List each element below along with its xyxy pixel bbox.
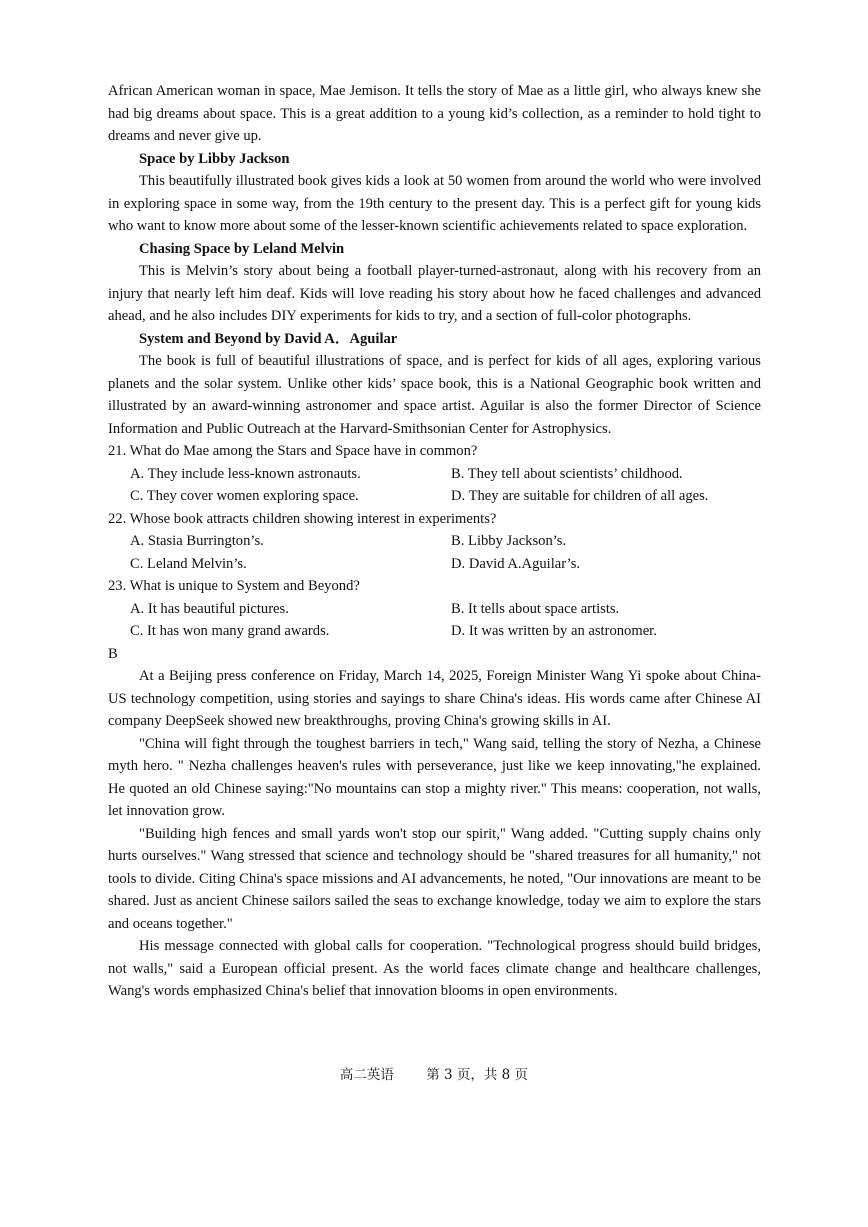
question-23-options (108, 598, 761, 643)
passage-b-paragraph-4: His message connected with global calls for cooperation. "Technological progress should build bridges, not walls," said a European official present. As the world faces climate change and healthcare challenges, Wang's words emphasized China's belief that innovation blooms in open environments. (108, 938, 761, 999)
option-21-d: D. They are suitable for children of all ages. (451, 488, 709, 504)
section-b-letter: B (108, 645, 118, 662)
book-text-system-and-beyond: The book is full of beautiful illustrations of space, and is perfect for kids of all ages, exploring various planets and the solar system. Unlike other kids’ space book, this is a National Geographic book written and illustrated by an award-winning astronomer and space artist. Aguilar is also the former Director of Science Information and Public Outreach at the Harvard-Smithsonian Center for Astrophysics. (108, 353, 761, 437)
option-21-b: B. They tell about scientists’ childhood. (451, 465, 683, 482)
option-23-d: D. It was written by an astronomer. (451, 623, 657, 639)
question-22-options (108, 530, 761, 575)
question-21-stem: 21. What do Mae among the Stars and Space have in common? (108, 443, 478, 459)
option-22-d: D. David A.Aguilar’s. (451, 555, 581, 572)
option-22-b: B. Libby Jackson’s. (451, 533, 567, 549)
page-footer (0, 1065, 868, 1085)
option-22-a: A. Stasia Burrington’s. (130, 533, 264, 549)
footer-page-number: 第 3 页，共 8 页 (426, 1067, 529, 1083)
book-text-space: This beautifully illustrated book gives kids a look at 50 women from around the world who were involved in exploring space in some way, from the 19th century to the present day. This is a perfect gift for young kids who want to know more about some of the lesser-known scientific achievements related to space exploration. (108, 173, 761, 234)
option-22-c: C. Leland Melvin’s. (130, 555, 247, 572)
question-22-stem: 22. Whose book attracts children showing interest in experiments? (108, 510, 497, 527)
exam-page (108, 80, 761, 1003)
option-21-c: C. They cover women exploring space. (130, 488, 359, 504)
option-23-c: C. It has won many grand awards. (130, 623, 330, 639)
option-21-a: A. They include less-known astronauts. (130, 465, 361, 482)
book-text-chasing-space: This is Melvin’s story about being a football player-turned-astronaut, along with his recovery from an injury that nearly left him deaf. Kids will love reading his story about how he faced challenges and advanced ahead, and he also includes DIY experiments for kids to try, and a section of full-color photographs. (108, 263, 761, 324)
book-title-space: Space by Libby Jackson (139, 150, 290, 167)
option-23-a: A. It has beautiful pictures. (130, 600, 289, 617)
book-title-system-and-beyond: System and Beyond by David A．Aguilar (139, 330, 398, 347)
passage-b-paragraph-2: "China will fight through the toughest barriers in tech," Wang said, telling the story of Nezha, a Chinese myth hero. " Nezha challenges heaven's rules with perseverance, just like we keep innovating,"he explained. He quoted an old Chinese saying:"No mountains can stop a mighty river." This means: cooperation, not walls, let innovation grow. (108, 735, 761, 819)
option-23-b: B. It tells about space artists. (451, 600, 620, 617)
question-23-stem: 23. What is unique to System and Beyond? (108, 578, 360, 594)
footer-subject: 高二英语 (339, 1067, 394, 1083)
question-21-options (108, 463, 761, 508)
passage-b-paragraph-3: "Building high fences and small yards won't stop our spirit," Wang added. "Cutting supply chains only hurts ourselves." Wang stressed that science and technology should be "shared treasures for all humanity," not tools to divide. Citing China's space missions and AI advancements, he noted, "Our innovations are meant to be shared. Just as ancient Chinese sailors sailed the seas to exchange knowledge, today we aim to explore the stars and oceans together." (108, 825, 761, 932)
passage-b-paragraph-1: At a Beijing press conference on Friday, March 14, 2025, Foreign Minister Wang Yi spoke about China-US technology competition, using stories and sayings to share China's ideas. His words came after Chinese AI company DeepSeek showed new breakthroughs, proving China's growing skills in AI. (108, 668, 761, 729)
book-title-chasing-space: Chasing Space by Leland Melvin (139, 240, 345, 257)
passage-a-intro-tail: African American woman in space, Mae Jemison. It tells the story of Mae as a little girl, who always knew she had big dreams about space. This is a great addition to a young kid’s collection, as a reminder to hold tight to dreams and never give up. (108, 83, 761, 144)
